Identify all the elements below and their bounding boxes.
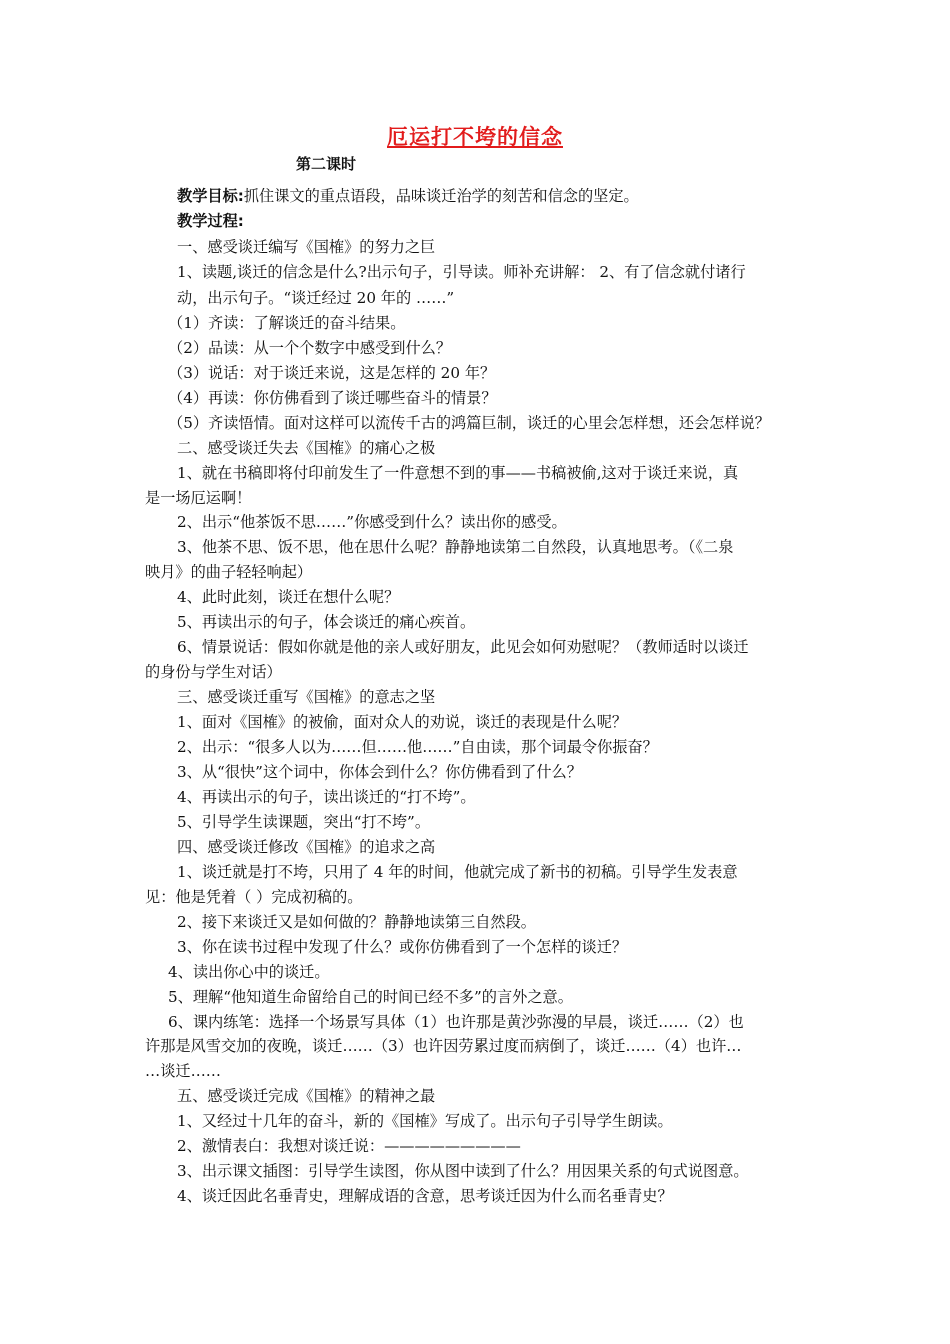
- text-line: 2、接下来谈迁又是如何做的？静静地读第三自然段。: [177, 913, 536, 931]
- text-line: 2、出示：“很多人以为……但……他……”自由读，那个词最令你振奋？: [177, 738, 658, 756]
- text-line: 二、感受谈迁失去《国榷》的痛心之极: [177, 439, 436, 457]
- text-line: 2、出示“他茶饭不思……”你感受到什么？读出你的感受。: [177, 513, 567, 531]
- text-line: 1、又经过十几年的奋斗，新的《国榷》写成了。出示句子引导学生朗读。: [177, 1112, 673, 1130]
- text-line: 见：他是凭着（ ）完成初稿的。: [145, 888, 363, 906]
- text-line: 3、他茶不思、饭不思，他在思什么呢？静静地读第二自然段，认真地思考。（《二泉: [177, 538, 734, 556]
- text-line: 3、你在读书过程中发现了什么？或你仿佛看到了一个怎样的谈迁？: [177, 938, 628, 956]
- lesson-subtitle: 第二课时: [296, 155, 357, 173]
- text-line: 6、课内练笔：选择一个场景写具体（1）也许那是黄沙弥漫的早晨，谈迁……（2）也: [168, 1013, 744, 1031]
- teaching-goal: [177, 186, 639, 206]
- text-line: 2、激情表白：我想对谈迁说：—————————: [177, 1137, 521, 1155]
- text-line: （2）品读：从一个个数字中感受到什么？: [168, 339, 452, 357]
- text-line: （5）齐读悟情。面对这样可以流传千古的鸿篇巨制，谈迁的心里会怎样想，还会怎样说？: [168, 414, 770, 432]
- text-line: 3、从“很快”这个词中，你体会到什么？你仿佛看到了什么？: [177, 763, 582, 781]
- text-line: 3、出示课文插图：引导学生读图，你从图中读到了什么？用因果关系的句式说图意。: [177, 1162, 749, 1180]
- text-line: 一、感受谈迁编写《国榷》的努力之巨: [177, 238, 436, 256]
- text-line: （3）说话：对于谈迁来说，这是怎样的 20 年？: [168, 364, 496, 382]
- text-line: 5、再读出示的句子，体会谈迁的痛心疾首。: [177, 613, 476, 631]
- text-line: 1、读题,谈迁的信念是什么?出示句子，引导读。师补充讲解： 2、有了信念就付诸行: [177, 263, 746, 281]
- teaching-goal-label: 教学目标:: [177, 187, 244, 205]
- text-line: …谈迁……: [145, 1062, 221, 1080]
- text-line: 是一场厄运啊！: [145, 489, 252, 507]
- document-title: 厄运打不垮的信念: [387, 125, 563, 149]
- text-line: 许那是风雪交加的夜晚，谈迁……（3）也许因劳累过度而病倒了，谈迁……（4）也许…: [145, 1037, 742, 1055]
- text-line: 五、感受谈迁完成《国榷》的精神之最: [177, 1087, 436, 1105]
- text-line: 三、感受谈迁重写《国榷》的意志之坚: [177, 688, 436, 706]
- text-line: 映月》的曲子轻轻响起）: [145, 563, 313, 581]
- text-line: 4、此时此刻，谈迁在想什么呢？: [177, 588, 400, 606]
- text-line: 4、再读出示的句子，读出谈迁的“打不垮”。: [177, 788, 476, 806]
- text-line: 5、引导学生读课题，突出“打不垮”。: [177, 813, 431, 831]
- text-line: 1、面对《国榷》的被偷，面对众人的劝说，谈迁的表现是什么呢？: [177, 713, 628, 731]
- text-line: 4、谈迁因此名垂青史，理解成语的含意，思考谈迁因为什么而名垂青史？: [177, 1187, 673, 1205]
- text-line: （4）再读：你仿佛看到了谈迁哪些奋斗的情景？: [168, 389, 497, 407]
- teaching-goal-text: 抓住课文的重点语段，品味谈迁治学的刻苦和信念的坚定。: [243, 187, 639, 205]
- teaching-process-label: 教学过程:: [177, 212, 244, 230]
- text-line: 5、理解“他知道生命留给自己的时间已经不多”的言外之意。: [168, 988, 573, 1006]
- text-line: 动，出示句子。“谈迁经过 20 年的 ……”: [177, 289, 455, 307]
- text-line: （1）齐读：了解谈迁的奋斗结果。: [168, 314, 406, 332]
- text-line: 四、感受谈迁修改《国榷》的追求之高: [177, 838, 436, 856]
- text-line: 6、情景说话：假如你就是他的亲人或好朋友，此见会如何劝慰呢？（教师适时以谈迁: [177, 638, 749, 656]
- text-line: 4、读出你心中的谈迁。: [168, 963, 330, 981]
- text-line: 的身份与学生对话）: [145, 663, 282, 681]
- text-line: 1、谈迁就是打不垮，只用了 4 年的时间，他就完成了新书的初稿。引导学生发表意: [177, 863, 738, 881]
- text-line: 1、就在书稿即将付印前发生了一件意想不到的事——书稿被偷,这对于谈迁来说，真: [177, 464, 739, 482]
